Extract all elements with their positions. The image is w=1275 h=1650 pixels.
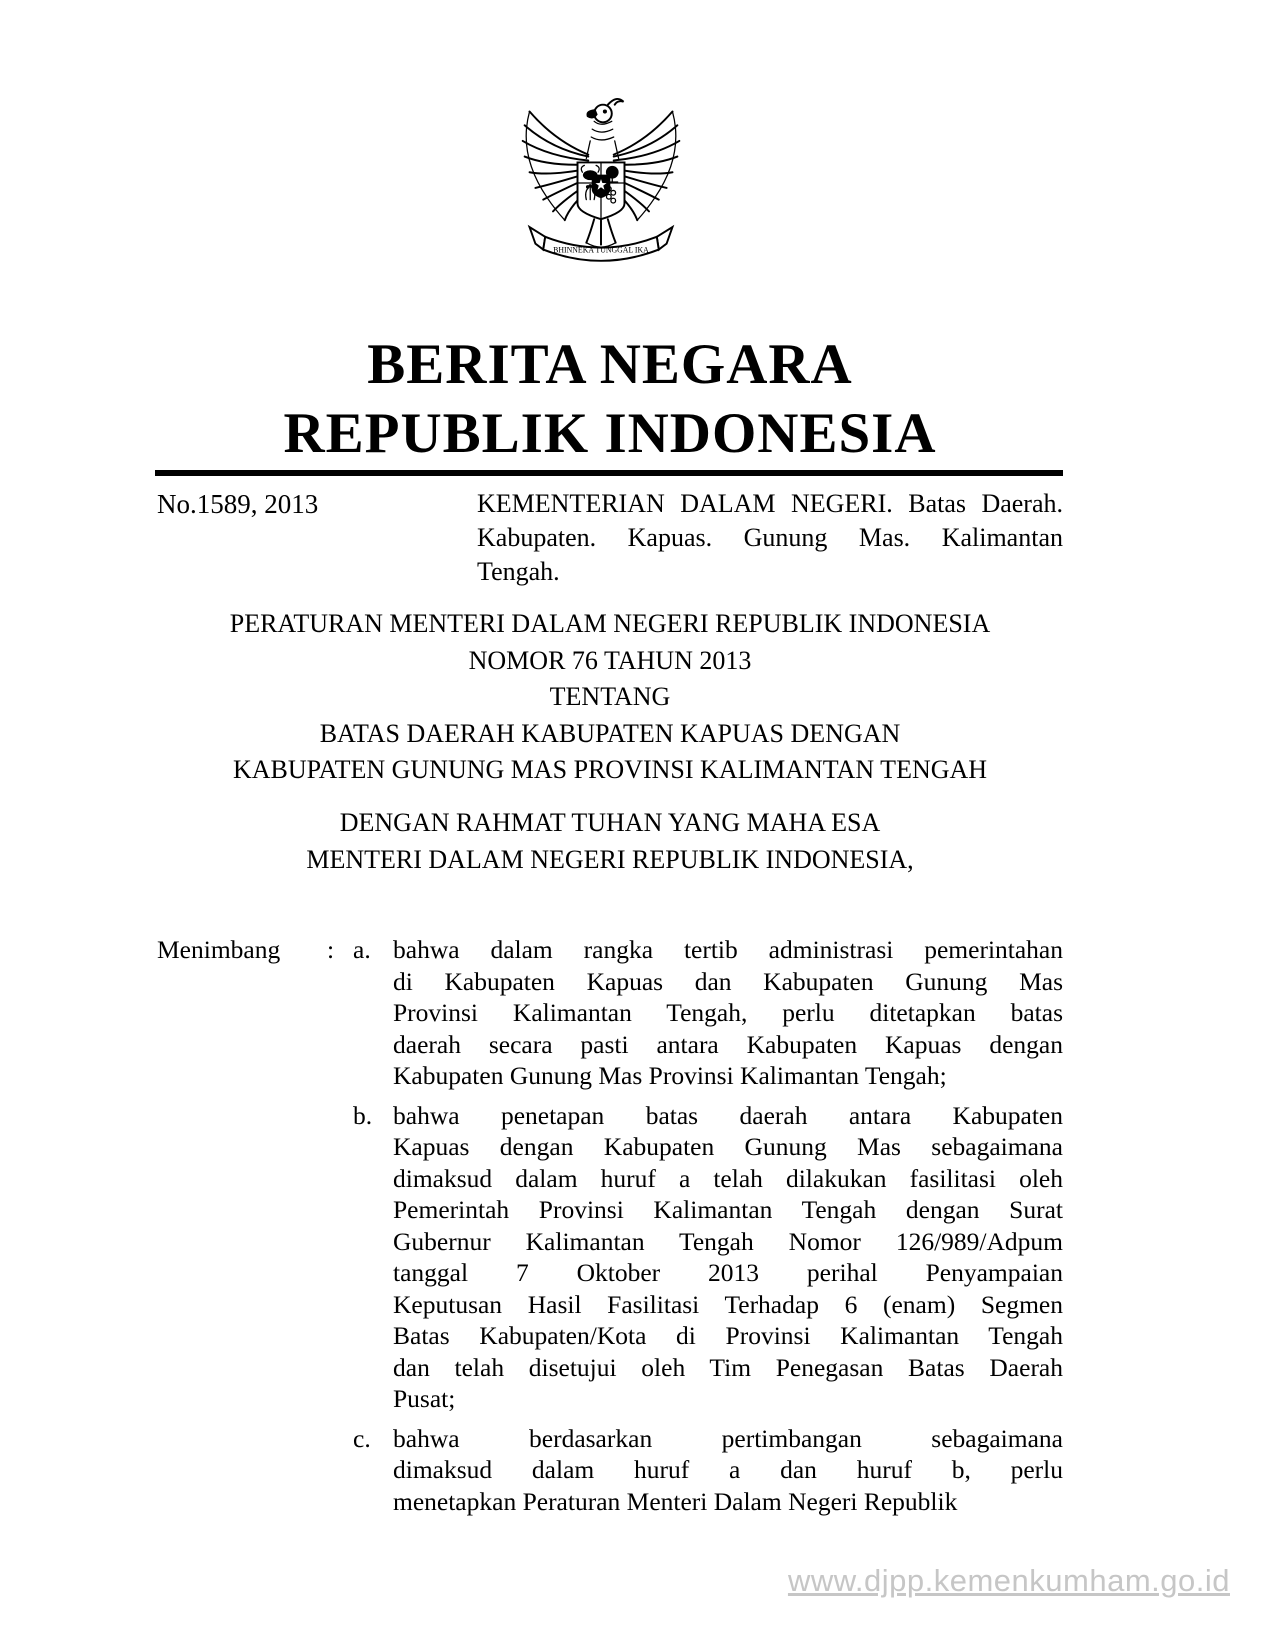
body-line: bahwa berdasarkan pertimbangan sebagaimana: [393, 1423, 1063, 1453]
considering-item: [353, 1423, 1063, 1518]
garuda-pancasila-icon: [516, 90, 686, 276]
considering-colon: :: [327, 935, 335, 964]
item-lines: [393, 1100, 1063, 1415]
subject-line: Tengah.: [477, 557, 560, 586]
gazette-number: No.1589, 2013: [157, 489, 319, 519]
considering-items: [353, 934, 1063, 1517]
regulation-title-line: NOMOR 76 TAHUN 2013: [468, 645, 752, 675]
body-line: Keputusan Hasil Fasilitasi Terhadap 6 (enam) Segmen: [393, 1289, 1063, 1319]
item-lines: [393, 934, 1063, 1092]
considering-item: [353, 934, 1063, 1092]
body-line: Kapuas dengan Kabupaten Gunung Mas sebagaimana: [393, 1132, 1063, 1161]
regulation-title: [157, 606, 1063, 789]
body-line: Batas Kabupaten/Kota di Provinsi Kalimantan Tengah: [393, 1321, 1063, 1350]
subject-line: Kabupaten. Kapuas. Gunung Mas. Kalimantan: [477, 523, 1063, 552]
masthead-line2: REPUBLIK INDONESIA: [283, 402, 937, 465]
body-line: tanggal 7 Oktober 2013 perihal Penyampaian: [393, 1258, 1063, 1287]
considering-section: [157, 934, 1063, 1517]
item-letter: c.: [353, 1423, 371, 1453]
invocation-line: DENGAN RAHMAT TUHAN YANG MAHA ESA: [339, 808, 881, 837]
considering-item: [353, 1100, 1063, 1415]
regulation-title-line: BATAS DAERAH KABUPATEN KAPUAS DENGAN: [319, 718, 901, 748]
considering-label: Menimbang: [157, 935, 281, 964]
body-line: dimaksud dalam huruf a dan huruf b, perlu: [393, 1455, 1063, 1484]
authority-line: MENTERI DALAM NEGERI REPUBLIK INDONESIA,: [306, 845, 914, 874]
body-line: Pemerintah Provinsi Kalimantan Tengah dengan Surat: [393, 1195, 1063, 1224]
regulation-title-line: KABUPATEN GUNUNG MAS PROVINSI KALIMANTAN TENGAH: [232, 755, 988, 785]
regulation-title-line: TENTANG: [549, 682, 671, 712]
emblem-motto-text: BHINNEKA TUNGGAL IKA: [553, 245, 649, 255]
garuda-emblem: [516, 90, 686, 276]
body-line: di Kabupaten Kapuas dan Kabupaten Gunung Mas: [393, 966, 1063, 996]
body-line: Kabupaten Gunung Mas Provinsi Kalimantan Tengah;: [393, 1061, 947, 1090]
body-line: dan telah disetujui oleh Tim Penegasan Batas Daerah: [393, 1352, 1063, 1382]
body-line: daerah secara pasti antara Kabupaten Kapuas dengan: [393, 1029, 1063, 1059]
body-line: Provinsi Kalimantan Tengah, perlu ditetapkan batas: [393, 998, 1063, 1027]
body-line: dimaksud dalam huruf a telah dilakukan fasilitasi oleh: [393, 1163, 1063, 1193]
masthead-rule: [155, 470, 1063, 476]
body-line: Pusat;: [393, 1384, 456, 1413]
item-letter: a.: [353, 935, 371, 964]
item-letter: b.: [353, 1100, 373, 1130]
body-line: menetapkan Peraturan Menteri Dalam Negeri Republik: [393, 1486, 958, 1516]
masthead-line1: BERITA NEGARA: [367, 333, 853, 396]
body-line: Gubernur Kalimantan Tengah Nomor 126/989/Adpum: [393, 1226, 1063, 1256]
body-line: bahwa penetapan batas daerah antara Kabupaten: [393, 1100, 1063, 1130]
subject-line: KEMENTERIAN DALAM NEGERI. Batas Daerah.: [477, 489, 1063, 518]
item-lines: [393, 1423, 1063, 1518]
gazette-header: [157, 487, 1063, 589]
body-line: bahwa dalam rangka tertib administrasi pemerintahan: [393, 935, 1063, 964]
regulation-title-line: PERATURAN MENTERI DALAM NEGERI REPUBLIK INDONESIA: [229, 609, 991, 638]
masthead-title: [157, 330, 1063, 468]
gazette-subject: [477, 487, 1063, 589]
watermark-url: www.djpp.kemenkumham.go.id: [787, 1563, 1230, 1598]
